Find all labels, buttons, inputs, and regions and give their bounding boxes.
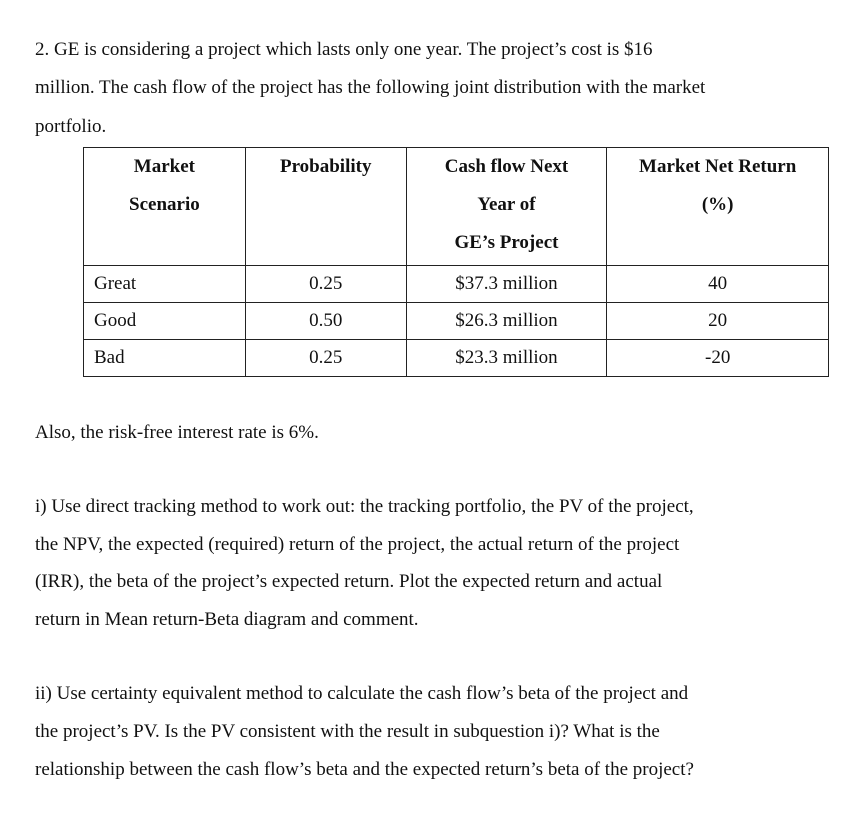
cell-cash-flow: $23.3 million [406, 340, 607, 377]
cell-market-return: -20 [607, 340, 829, 377]
question-ii-line-2: the project’s PV. Is the PV consistent with the result in subquestion i)? What is the [35, 721, 660, 742]
table-header-row [84, 148, 829, 266]
question-i-line-2: the NPV, the expected (required) return of the project, the actual return of the project [35, 534, 680, 555]
header-market-scenario: Market Scenario [84, 148, 246, 266]
header-cash-flow: Cash flow Next Year of GE’s Project [406, 148, 607, 266]
cell-market-return: 20 [607, 303, 829, 340]
table-row [84, 340, 829, 377]
question-i-line-3: (IRR), the beta of the project’s expected return. Plot the expected return and actual [35, 571, 663, 592]
joint-distribution-table [83, 147, 829, 377]
cell-probability: 0.25 [245, 266, 406, 303]
question-i-line-4: return in Mean return-Beta diagram and comment. [35, 609, 419, 630]
cell-scenario: Bad [84, 340, 246, 377]
cell-market-return: 40 [607, 266, 829, 303]
intro-line-3: portfolio. [35, 116, 107, 137]
table-row [84, 266, 829, 303]
header-market-net-return: Market Net Return (%) [607, 148, 829, 266]
intro-line-1: 2. GE is considering a project which lasts only one year. The project’s cost is $16 [35, 39, 653, 60]
cell-scenario: Great [84, 266, 246, 303]
question-ii-line-1: ii) Use certainty equivalent method to calculate the cash flow’s beta of the project and [35, 683, 689, 704]
intro-line-2: million. The cash flow of the project has the following joint distribution with the market [35, 77, 706, 98]
cell-probability: 0.50 [245, 303, 406, 340]
table-row [84, 303, 829, 340]
question-i-line-1: i) Use direct tracking method to work out: the tracking portfolio, the PV of the project, [35, 496, 694, 517]
question-ii-line-3: relationship between the cash flow’s beta and the expected return’s beta of the project? [35, 759, 694, 780]
cell-cash-flow: $26.3 million [406, 303, 607, 340]
cell-scenario: Good [84, 303, 246, 340]
header-probability: Probability [245, 148, 406, 266]
cell-probability: 0.25 [245, 340, 406, 377]
risk-free-rate-text: Also, the risk-free interest rate is 6%. [35, 422, 319, 443]
cell-cash-flow: $37.3 million [406, 266, 607, 303]
